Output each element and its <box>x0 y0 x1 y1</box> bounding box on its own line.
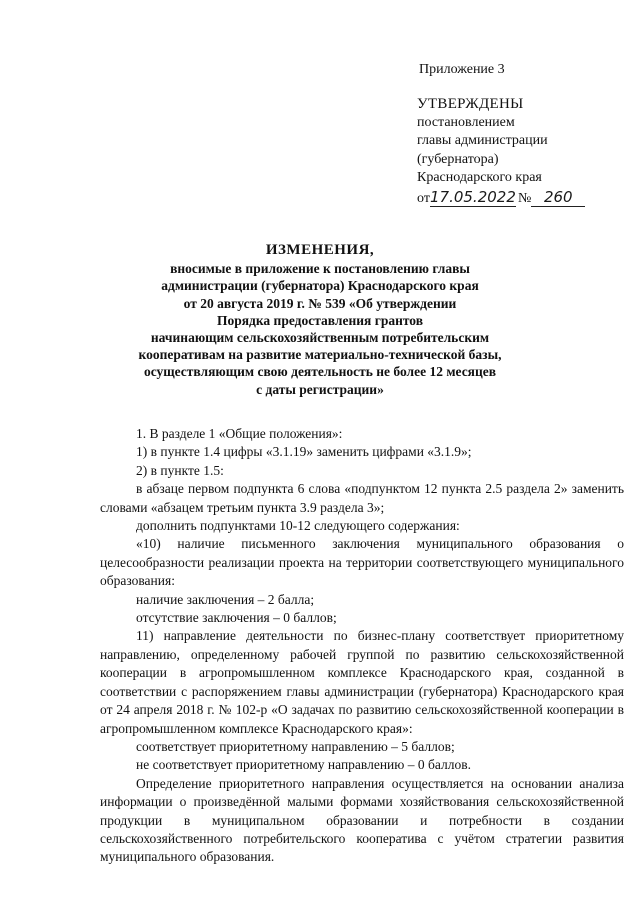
approved-line: постановлением <box>417 114 515 130</box>
appendix-label: Приложение 3 <box>419 62 505 77</box>
title-line: от 20 августа 2019 г. № 539 «Об утверждении <box>183 295 457 311</box>
title-line: начинающим сельскохозяйственным потребительским <box>150 330 490 346</box>
paragraph: в абзаце первом подпункта 6 слова «подпунктом 12 пункта 2.5 раздела 2» заменить словами «абзацем третьим пункта 3.9 раздела 3»; <box>100 481 624 515</box>
handwritten-date: 17.05.2022 <box>429 187 516 206</box>
approved-line: Краснодарского края <box>417 170 542 185</box>
title-line: осуществляющим свою деятельность не более 12 месяцев <box>143 364 497 380</box>
paragraph: 11) направление деятельности по бизнес-плану соответствует приоритетному направлению, определенному рабочей группой по развитию сельскохозяйственной кооперации в агропромышленном комплексе Краснодарского края, созданной в соответствии с распоряжением главы администрации (губернатора) Краснодарского края от 24 апреля 2018 г. № 102-р «О задачах по развитию сельскохозяйственной кооперации в агропромышленном комплексе Краснодарского края»: <box>100 628 624 736</box>
title-line: кооперативам на развитие материально-технической базы, <box>138 347 502 363</box>
approved-label: УТВЕРЖДЕНЫ <box>417 96 524 112</box>
approved-line: главы администрации <box>417 133 548 148</box>
paragraph: 2) в пункте 1.5: <box>136 462 224 478</box>
date-prefix: от <box>417 190 430 206</box>
number-prefix: № <box>517 190 532 206</box>
paragraph: не соответствует приоритетному направлению – 0 баллов. <box>136 757 471 773</box>
paragraph: наличие заключения – 2 балла; <box>136 591 315 607</box>
paragraph: Определение приоритетного направления осуществляется на основании анализа информации о произведённой малыми формами хозяйствования сельскохозяйственной продукции в муниципальном образовании и потребности в создании сельскохозяйственного потребительского кооператива с учётом стратегии развития муниципального образования. <box>100 775 624 865</box>
approved-line: (губернатора) <box>417 151 499 167</box>
approval-block <box>417 95 632 208</box>
title-line: с даты регистрации» <box>256 381 384 397</box>
paragraph: отсутствие заключения – 0 баллов; <box>136 610 337 626</box>
title-line: администрации (губернатора) Краснодарского края <box>161 278 479 294</box>
document-body <box>100 425 624 867</box>
title-heading: ИЗМЕНЕНИЯ, <box>265 242 375 258</box>
title-line: вносимые в приложение к постановлению главы <box>170 261 470 277</box>
title-line: Порядка предоставления грантов <box>216 312 424 328</box>
paragraph: соответствует приоритетному направлению – 5 баллов; <box>136 738 455 754</box>
section-heading: 1. В разделе 1 «Общие положения»: <box>136 426 343 441</box>
approval-date-row <box>417 188 632 209</box>
paragraph: «10) наличие письменного заключения муниципального образования о целесообразности реализации проекта на территории соответствующего муниципального образования: <box>100 536 624 589</box>
paragraph: дополнить подпунктами 10-12 следующего содержания: <box>136 518 460 534</box>
document-title <box>100 242 540 398</box>
handwritten-number: 260 <box>531 188 585 208</box>
paragraph: 1) в пункте 1.4 цифры «3.1.19» заменить цифрами «3.1.9»; <box>136 444 472 460</box>
